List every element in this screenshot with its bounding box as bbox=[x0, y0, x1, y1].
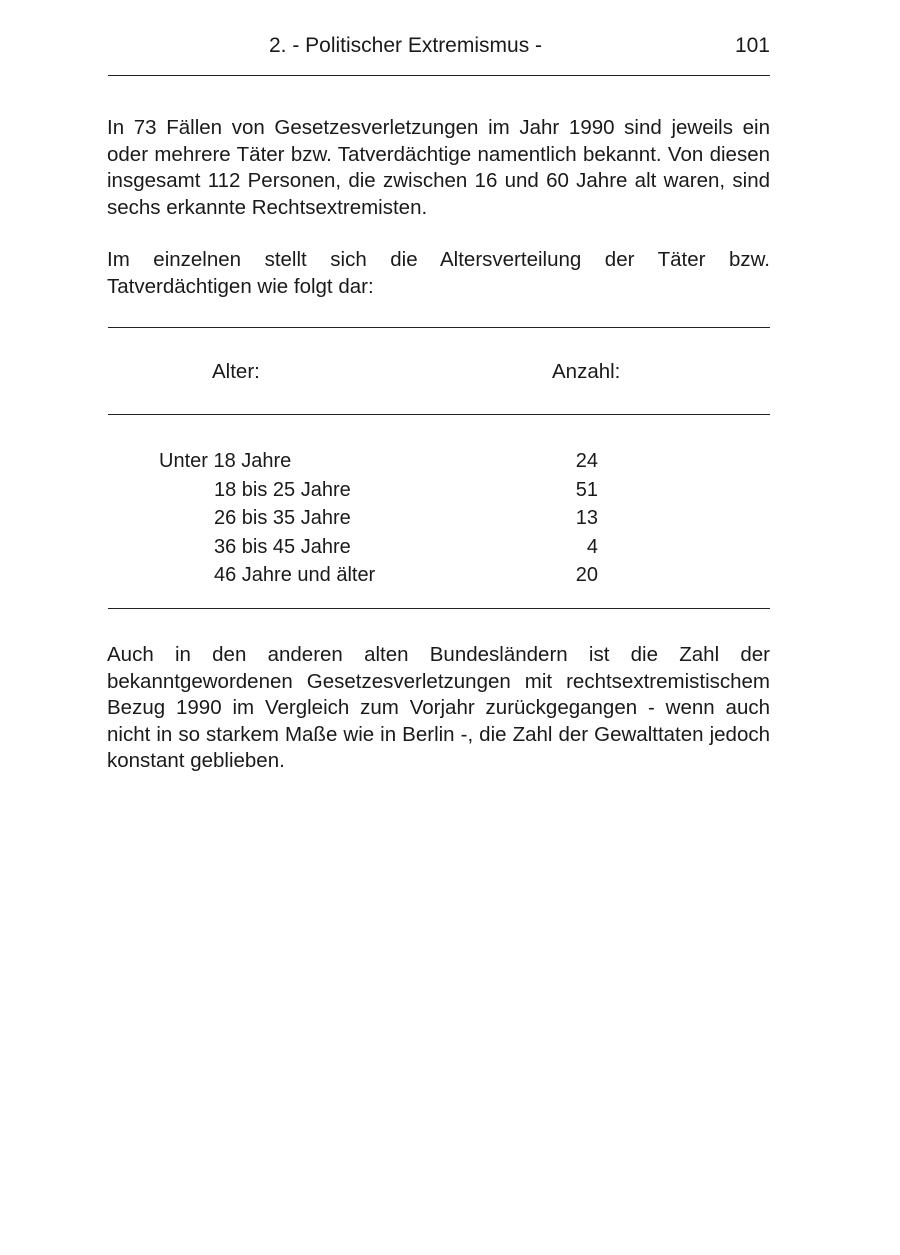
column-header-age: Alter: bbox=[212, 360, 260, 383]
paragraph-offenders: In 73 Fällen von Gesetzesverletzungen im Jahr 1990 sind jeweils ein oder mehrere Täter bzw. Tatverdächtige namentlich bekannt. Von diesen insgesamt 112 Personen, die zwischen 16 und 60 Jahre alt waren, sind sechs erkannte Rechtsextremisten. bbox=[107, 116, 770, 219]
table-top-rule bbox=[108, 327, 770, 328]
header-rule bbox=[108, 75, 770, 76]
count-cell: 24 bbox=[575, 450, 598, 472]
page-header bbox=[108, 34, 770, 64]
count-cell: 20 bbox=[575, 564, 598, 586]
age-cell: 26 bis 35 Jahre bbox=[214, 507, 351, 529]
age-distribution-table bbox=[0, 450, 900, 593]
age-cell: Unter 18 Jahre bbox=[159, 450, 292, 472]
column-header-count: Anzahl: bbox=[552, 360, 621, 383]
count-cell: 4 bbox=[586, 535, 598, 558]
table-row bbox=[0, 450, 900, 479]
count-cell: 13 bbox=[575, 507, 598, 529]
table-row bbox=[0, 479, 900, 508]
page-number: 101 bbox=[734, 34, 770, 57]
table-bottom-rule bbox=[108, 608, 770, 609]
age-cell: 46 Jahre und älter bbox=[214, 564, 376, 586]
table-header-rule bbox=[108, 414, 770, 415]
table-row bbox=[0, 536, 900, 565]
age-cell: 18 bis 25 Jahre bbox=[214, 478, 351, 501]
paragraph-table-intro: Im einzelnen stellt sich die Altersverteilung der Täter bzw. Tatverdächtigen wie folgt dar: bbox=[107, 248, 770, 298]
age-cell: 36 bis 45 Jahre bbox=[214, 535, 351, 558]
running-head: 2. - Politischer Extremismus - bbox=[268, 34, 543, 57]
paragraph-other-states: Auch in den anderen alten Bundesländern ist die Zahl der bekanntgewordenen Gesetzesverletzungen mit rechtsextremistischem Bezug 1990 im Vergleich zum Vorjahr zurückgegangen - wenn auch nicht in so starkem Maße wie in Berlin -, die Zahl der Gewalttaten jedoch konstant geblieben. bbox=[107, 643, 770, 772]
table-row bbox=[0, 564, 900, 593]
count-cell: 51 bbox=[575, 478, 598, 501]
table-row bbox=[0, 507, 900, 536]
